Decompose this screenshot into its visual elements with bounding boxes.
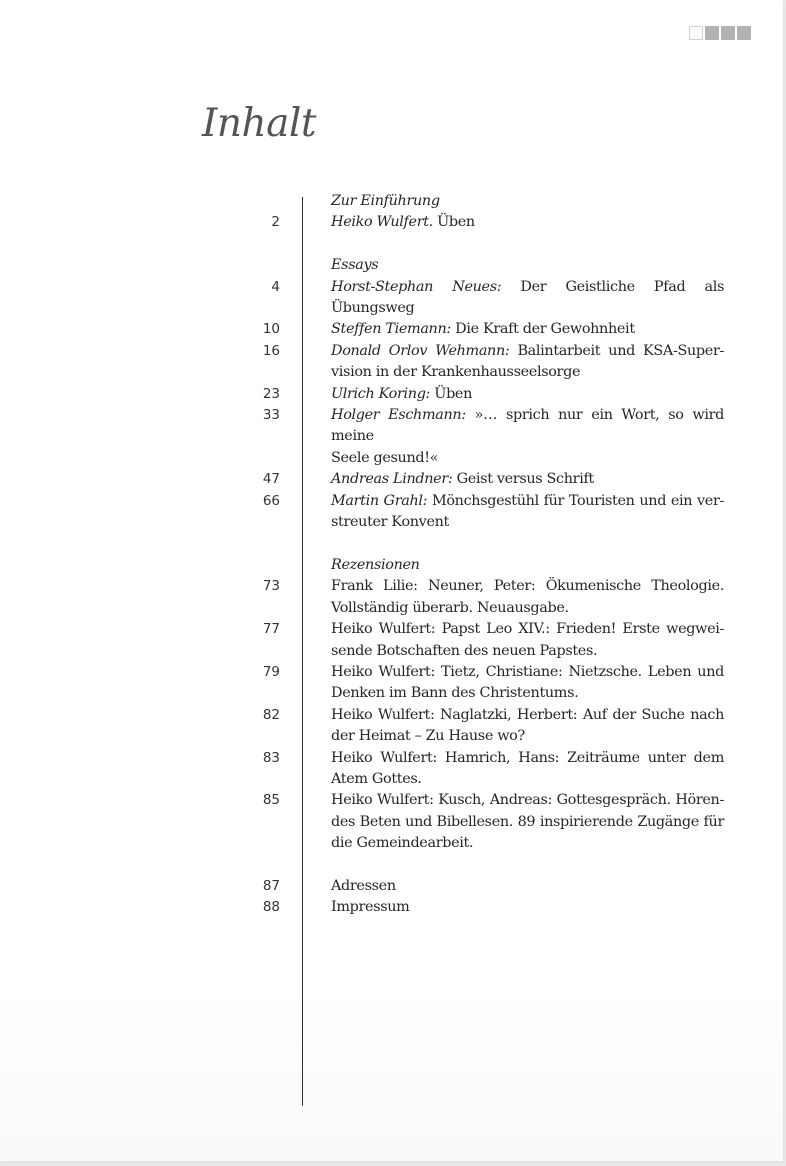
toc-entry-line bbox=[230, 748, 724, 769]
entry-text bbox=[331, 812, 724, 833]
page-number-empty bbox=[230, 726, 280, 747]
entry-title: die Gemeindearbeit. bbox=[331, 835, 474, 852]
page-number-empty bbox=[230, 512, 280, 533]
square-empty bbox=[689, 26, 703, 40]
toc-entry-line bbox=[230, 897, 724, 918]
toc-entry-line bbox=[230, 491, 724, 512]
entry-text bbox=[331, 598, 724, 619]
toc-entry-line bbox=[230, 876, 724, 897]
entry-text bbox=[331, 897, 724, 918]
page-number: 77 bbox=[262, 621, 280, 638]
entry-title: vision in der Krankenhausseelsorge bbox=[331, 364, 581, 381]
toc-entry-line bbox=[230, 662, 724, 683]
entry-text bbox=[331, 448, 724, 469]
square-filled bbox=[737, 26, 751, 40]
page-number: 16 bbox=[262, 342, 280, 359]
page-number-empty bbox=[230, 255, 280, 276]
toc-entry-line bbox=[230, 448, 724, 469]
entry-title: Balintarbeit und KSA-Super- bbox=[517, 342, 724, 359]
entry-text bbox=[331, 341, 724, 362]
toc-entry-line bbox=[230, 341, 724, 362]
entry-title: der Heimat – Zu Hause wo? bbox=[331, 728, 525, 745]
square-filled bbox=[705, 26, 719, 40]
entry-title: Impressum bbox=[331, 899, 410, 916]
entry-title: Seele gesund!« bbox=[331, 449, 439, 466]
entry-separator bbox=[501, 279, 520, 295]
entry-title: Adressen bbox=[331, 877, 396, 894]
toc-entry-line bbox=[230, 362, 724, 383]
page-number: 83 bbox=[262, 749, 280, 766]
toc-entry-line bbox=[230, 812, 724, 833]
page-number-empty bbox=[230, 641, 280, 662]
toc-entry-line bbox=[230, 576, 724, 597]
entry-text bbox=[331, 705, 724, 726]
page-number: 66 bbox=[262, 492, 280, 509]
page-number-empty bbox=[230, 833, 280, 854]
toc-entry-line bbox=[230, 512, 724, 533]
section-heading-row bbox=[230, 255, 724, 276]
entry-text bbox=[331, 512, 724, 533]
page-number: 87 bbox=[262, 877, 280, 894]
page-number: 10 bbox=[262, 321, 280, 338]
entry-text bbox=[331, 384, 724, 405]
entry-separator: . bbox=[428, 214, 438, 231]
entry-author: Steffen Tiemann: bbox=[331, 321, 451, 338]
section-heading-row bbox=[230, 555, 724, 576]
page-number: 79 bbox=[262, 663, 280, 680]
entry-title: sende Botschaften des neuen Papstes. bbox=[331, 642, 598, 659]
entry-text bbox=[331, 491, 724, 512]
toc-entry-line bbox=[230, 769, 724, 790]
entry-title: »… sprich nur ein Wort, so wird meine bbox=[331, 407, 724, 445]
toc-entry-line bbox=[230, 469, 724, 490]
page-number-empty bbox=[230, 769, 280, 790]
entry-text bbox=[331, 277, 724, 320]
entry-title: Die Kraft der Gewohnheit bbox=[455, 321, 635, 338]
entry-text bbox=[331, 212, 724, 233]
toc-entry-line bbox=[230, 790, 724, 811]
entry-text bbox=[331, 641, 724, 662]
entry-text bbox=[331, 683, 724, 704]
entry-author: Holger Eschmann: bbox=[331, 407, 466, 424]
toc-entry-line bbox=[230, 277, 724, 320]
entry-title: Mönchsgestühl für Touristen und ein ver- bbox=[431, 492, 724, 509]
page-number-empty bbox=[230, 812, 280, 833]
entry-title: streuter Konvent bbox=[331, 514, 449, 531]
section-heading: Zur Einführung bbox=[331, 193, 440, 209]
page-number: 23 bbox=[262, 385, 280, 402]
page-number-empty bbox=[230, 683, 280, 704]
entry-author: Heiko Wulfert bbox=[331, 214, 429, 231]
page-number-empty bbox=[230, 555, 280, 576]
page-number: 88 bbox=[262, 899, 280, 916]
section-spacer bbox=[230, 855, 724, 876]
entry-author: Martin Grahl: bbox=[331, 492, 428, 509]
section-spacer bbox=[230, 533, 724, 554]
entry-title: Der Geistliche Pfad als Übungsweg bbox=[331, 278, 724, 317]
toc-entry-line bbox=[230, 319, 724, 340]
entry-text bbox=[331, 662, 724, 683]
page-number-empty bbox=[230, 598, 280, 619]
toc-entry-line bbox=[230, 619, 724, 640]
page-number: 4 bbox=[271, 278, 280, 295]
entry-title: Vollständig überarb. Neuausgabe. bbox=[331, 599, 569, 616]
entry-text bbox=[331, 876, 724, 897]
entry-title: Heiko Wulfert: Hamrich, Hans: Zeiträume unter dem bbox=[331, 749, 724, 766]
entry-title: Geist versus Schrift bbox=[456, 471, 594, 488]
section-heading: Rezensionen bbox=[331, 556, 420, 573]
page-number: 73 bbox=[262, 578, 280, 595]
toc-entry-line bbox=[230, 405, 724, 448]
page-number-empty bbox=[230, 448, 280, 469]
entry-author: Horst-Stephan Neues: bbox=[331, 278, 502, 295]
entry-author: Donald Orlov Wehmann: bbox=[331, 342, 510, 359]
page-number-empty bbox=[230, 191, 280, 212]
entry-text bbox=[331, 319, 724, 340]
page-number: 33 bbox=[262, 407, 280, 424]
entry-title: Frank Lilie: Neuner, Peter: Ökumenische Theologie. bbox=[331, 578, 724, 595]
entry-title: Heiko Wulfert: Kusch, Andreas: Gottesgespräch. Hören- bbox=[331, 792, 724, 809]
entry-text bbox=[331, 405, 724, 448]
entry-text bbox=[331, 469, 724, 490]
section-spacer bbox=[230, 234, 724, 255]
page-number: 82 bbox=[262, 706, 280, 723]
entry-text bbox=[331, 833, 724, 854]
toc-entry-line bbox=[230, 683, 724, 704]
entry-title: Atem Gottes. bbox=[331, 770, 422, 787]
toc-entry-line bbox=[230, 726, 724, 747]
entry-title: Üben bbox=[437, 214, 475, 231]
entry-title: Heiko Wulfert: Tietz, Christiane: Nietzsche. Leben und bbox=[331, 663, 724, 680]
entry-text bbox=[331, 576, 724, 597]
page-number: 47 bbox=[262, 471, 280, 488]
toc-entry-line bbox=[230, 212, 724, 233]
entry-title: Heiko Wulfert: Papst Leo XIV.: Frieden! Erste wegwei- bbox=[331, 621, 724, 638]
entry-text bbox=[331, 790, 724, 811]
entry-text bbox=[331, 769, 724, 790]
progress-squares-icon bbox=[689, 26, 751, 40]
entry-text bbox=[331, 748, 724, 769]
page-number-empty bbox=[230, 362, 280, 383]
toc-entry-line bbox=[230, 705, 724, 726]
toc-entry-line bbox=[230, 384, 724, 405]
entry-title: des Beten und Bibellesen. 89 inspirierende Zugänge für bbox=[331, 813, 724, 830]
entry-author: Andreas Lindner: bbox=[331, 471, 453, 488]
section-heading: Essays bbox=[331, 257, 379, 274]
entry-title: Denken im Bann des Christentums. bbox=[331, 685, 579, 702]
page-title: Inhalt bbox=[202, 101, 317, 146]
table-of-contents bbox=[230, 191, 724, 919]
entry-title: Heiko Wulfert: Naglatzki, Herbert: Auf der Suche nach bbox=[331, 706, 724, 723]
entry-author: Ulrich Koring: bbox=[331, 385, 431, 402]
section-heading-row bbox=[230, 191, 724, 212]
page-number: 85 bbox=[262, 792, 280, 809]
toc-entry-line bbox=[230, 641, 724, 662]
toc-entry-line bbox=[230, 833, 724, 854]
page-number: 2 bbox=[271, 214, 280, 231]
toc-entry-line bbox=[230, 598, 724, 619]
entry-text bbox=[331, 726, 724, 747]
square-filled bbox=[721, 26, 735, 40]
entry-title: Üben bbox=[434, 385, 473, 402]
entry-text bbox=[331, 619, 724, 640]
entry-separator bbox=[466, 407, 475, 423]
entry-text bbox=[331, 362, 724, 383]
